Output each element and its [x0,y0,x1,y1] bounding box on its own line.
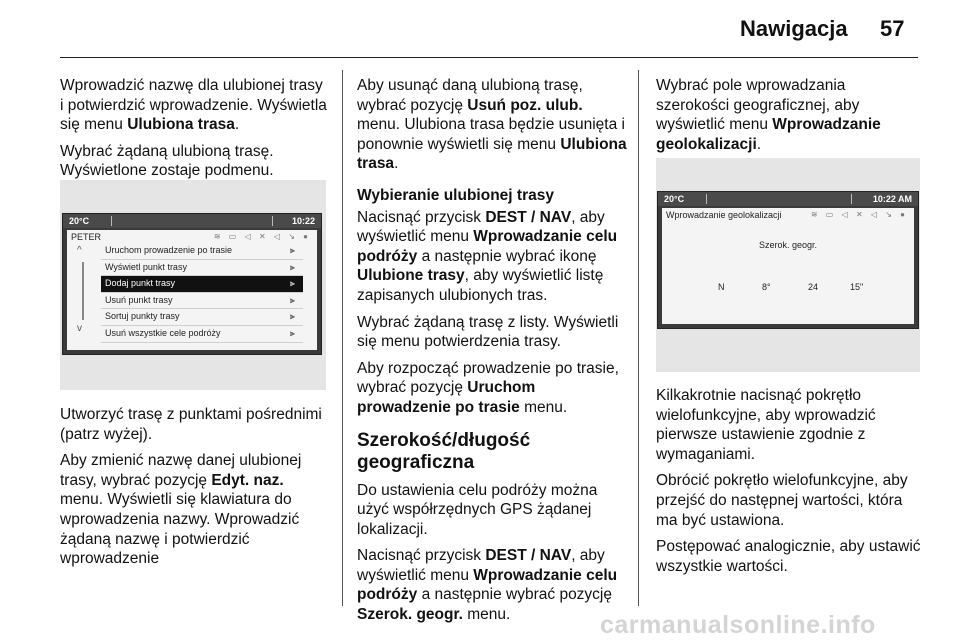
col2-para-4: Aby rozpocząć prowadzenie po trasie, wybrać pozycję Uruchom prowadzenie po trasie menu. [357,359,619,416]
header-divider [60,57,918,58]
col1-para-4: Aby zmienić nazwę danej ulubionej trasy, wybrać pozycję Edyt. naz. menu. Wyświetli się klawiatura do wprowadzenia nazwy. Wprowadzić żądaną nazwę i potwierdzić wprowadzenie [60,452,302,568]
subheading: Wybieranie ulubionej trasy [357,186,554,204]
status-icons: ≋ ▭ ◁ ✕ ◁ ↘ ● [810,210,908,219]
menu-item[interactable] [101,276,303,293]
col3-para-4: Postępować analogicznie, aby ustawić wszystkie wartości. [656,538,921,575]
infotainment-screen [62,213,322,355]
page-number: 57 [880,16,905,41]
col2-para-2: Nacisnąć przycisk DEST / NAV, aby wyświetlić menu Wprowadzanie celu podróży a następnie wybrać ikonę Ulubione trasy, aby wyświetlić listę zapisanych ulubionych tras. [357,208,618,304]
chevron-right-icon: ⫸ [289,245,295,255]
column-divider-1 [342,70,343,606]
status-bar [658,192,918,206]
chevron-right-icon: ⫸ [289,278,295,289]
col2-para-5: Do ustawienia celu podróży można użyć współrzędnych GPS żądanej lokalizacji. [357,481,598,538]
latitude-seconds[interactable]: 15" [850,282,864,292]
scroll-up-icon[interactable]: ^ [77,245,82,256]
col3-para-3: Obrócić pokrętło wielofunkcyjne, aby przejść do następnej wartości, która ma być ustawiona. [656,472,908,529]
menu-item-label: Usuń punkt trasy [105,294,173,305]
col1-para-3: Utworzyć trasę z punktami pośrednimi (patrz wyżej). [60,406,322,443]
menu-item[interactable] [101,260,303,277]
temperature: 20°C [664,194,685,204]
clock: 10:22 [291,216,315,226]
menu-item-label: Usuń wszystkie cele podróży [105,327,221,338]
column-2 [357,76,629,632]
latitude-hemisphere[interactable]: N [718,282,725,292]
menu-item[interactable] [101,326,303,343]
col2-para-6: Nacisnąć przycisk DEST / NAV, aby wyświetlić menu Wprowadzanie celu podróży a następnie wybrać pozycję Szerok. geogr. menu. [357,547,618,624]
latitude-degrees[interactable]: 8° [762,282,771,292]
chevron-right-icon: ⫸ [289,327,295,338]
menu-item[interactable] [101,243,303,260]
clock: 10:22 AM [872,194,912,204]
latitude-minutes[interactable]: 24 [808,282,819,292]
page-section-title: Nawigacja [740,16,848,41]
section-title: Szerokość/długość geograficzna [357,429,531,473]
col1-para-2: Wybrać żądaną ulubioną trasę. Wyświetlone zostaje podmenu. [60,142,274,180]
screen-content [662,208,914,324]
column-divider-2 [638,70,639,606]
col1-para-1: Wprowadzić nazwę dla ulubionej trasy i potwierdzić wprowadzenie. Wyświetla się menu Ulubiona trasa. [60,77,327,134]
menu-item[interactable] [101,309,303,326]
infotainment-screen-geo [657,191,919,329]
scrollbar[interactable] [82,262,84,320]
menu-item-label: Dodaj punkt trasy [105,278,176,289]
chevron-right-icon: ⫸ [289,261,295,272]
route-name: PETER [71,232,102,242]
screen-content [67,230,317,350]
screenshot-favourite-route [60,180,326,390]
status-bar [63,214,321,228]
scroll-down-icon[interactable]: v [77,323,82,334]
column-1-lower [60,405,328,576]
col3-para-1: Wybrać pole wprowadzania szerokości geograficznej, aby wyświetlić menu Wprowadzanie geolokalizacji. [656,77,881,153]
menu-item-label: Uruchom prowadzenie po trasie [105,245,233,255]
column-3 [656,76,922,161]
geo-screen-title: Wprowadzanie geolokalizacji [666,210,782,220]
watermark: carmanualsonline.info [600,611,876,639]
column-3-lower [656,386,922,583]
chevron-right-icon: ⫸ [289,294,295,305]
menu-item-label: Wyświetl punkt trasy [105,261,187,272]
chevron-right-icon: ⫸ [289,311,295,322]
menu-item[interactable] [101,293,303,310]
latitude-label: Szerok. geogr. [758,240,818,250]
col2-para-1: Aby usunąć daną ulubioną trasę, wybrać pozycję Usuń poz. ulub. menu. Ulubiona trasa będzie usunięta i ponownie wyświetli się menu Ulubiona trasa. [357,77,627,173]
column-1 [60,76,328,188]
col3-para-2: Kilkakrotnie nacisnąć pokrętło wielofunkcyjne, aby wprowadzić pierwsze ustawienie zgodnie z wymaganiami. [656,387,876,463]
screenshot-geolocation [656,158,920,372]
temperature: 20°C [69,216,90,226]
menu-item-label: Sortuj punkty trasy [105,311,180,322]
route-menu-list [101,243,303,343]
col2-para-3: Wybrać żądaną trasę z listy. Wyświetli się menu potwierdzenia trasy. [357,313,619,351]
status-icons: ≋ ▭ ◁ ✕ ◁ ↘ ● [213,232,311,241]
